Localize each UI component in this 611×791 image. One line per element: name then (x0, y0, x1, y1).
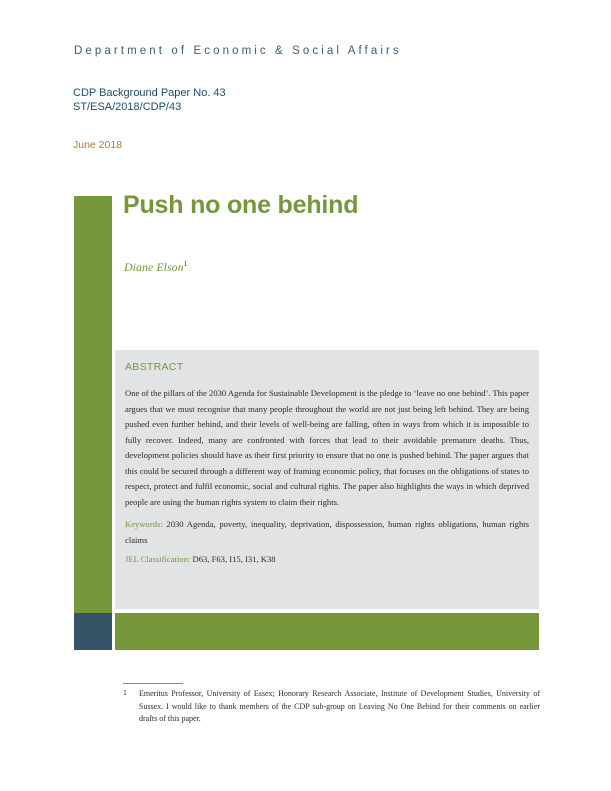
abstract-text: One of the pillars of the 2030 Agenda for Sustainable Development is the pledge to ‘leave no one behind’. This paper argues that we must recognise that many people throughout the world are not just being left behind. They are being pushed even further behind, and their levels of well-being are falling, often in ways from which it is impossible to fully recover. Indeed, many are confronted with forces that lead to their avoidable premature deaths. Thus, development policies should have as their first priority to ensure that no one is pushed behind. The paper argues that this could be secured through a different way of framing economic policy, that focuses on the obligations of states to respect, protect and fulfil economic, social and cultural rights. The paper also highlights the ways in which deprived people are using the human rights system to claim their rights. (125, 388, 529, 507)
keywords-text: 2030 Agenda, poverty, inequality, deprivation, dispossession, human rights obligations, human rights claims (125, 519, 529, 545)
paper-identifier (73, 86, 226, 114)
green-footer-band (115, 613, 539, 650)
publication-date: June 2018 (73, 139, 123, 151)
footnote-number: 1 (123, 690, 127, 697)
keywords-label: Keywords: (125, 519, 163, 529)
paper-number: CDP Background Paper No. 43 (73, 87, 226, 99)
abstract-box (115, 350, 539, 609)
navy-corner-block (74, 613, 112, 650)
keywords-line (125, 517, 529, 548)
footnote-text: Emeritus Professor, University of Essex; Honorary Research Associate, Institute of Development Studies, University of Sussex. I would like to thank members of the CDP sub-group on Leaving No One Behind for their comments on earlier drafts of this paper. (139, 689, 540, 723)
footnote (123, 688, 540, 726)
author-footnote-mark[interactable]: 1 (183, 260, 188, 268)
abstract-heading: ABSTRACT (125, 361, 184, 373)
document-symbol: ST/ESA/2018/CDP/43 (73, 101, 182, 113)
department-name: Department of Economic & Social Affairs (74, 45, 402, 57)
jel-label: JEL Classification: (125, 554, 191, 564)
author-line (124, 260, 187, 275)
author-name: Diane Elson (124, 260, 184, 274)
paper-title: Push no one behind (123, 191, 359, 219)
footnote-rule (123, 683, 183, 684)
jel-line (125, 554, 529, 564)
green-side-bar (74, 196, 112, 613)
jel-codes: D63, F63, I15, I31, K38 (192, 554, 276, 564)
